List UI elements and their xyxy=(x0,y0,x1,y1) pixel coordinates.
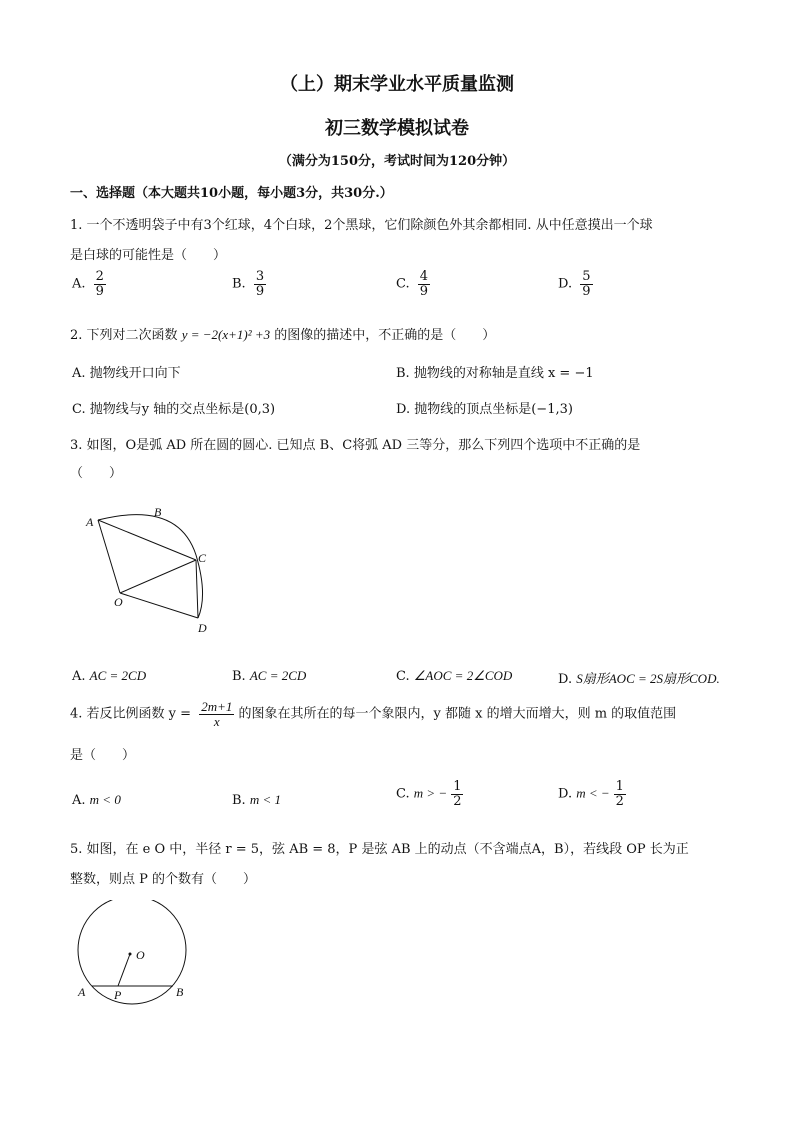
q2-option-a: A. 抛物线开口向下 xyxy=(72,366,181,381)
q5-text-line1: 5. 如图，在 e O 中，半径 r = 5，弦 AB = 8，P 是弦 AB 上的动点（不含端点A，B），若线段 OP 长为正 xyxy=(70,842,689,857)
q3-sector-figure xyxy=(78,500,228,640)
q4-option-d: D. m < − $\frac{1}{2}$ xyxy=(558,779,624,809)
q1-option-a xyxy=(72,270,106,298)
segment-op xyxy=(118,954,130,986)
q4-option-a: A. m < 0 xyxy=(72,792,121,808)
q1-option-c xyxy=(396,270,430,298)
option-letter: B. xyxy=(232,276,246,292)
segment-oc xyxy=(120,560,196,593)
fraction: $\frac{1}{2}$ xyxy=(615,779,624,809)
fraction: $\frac{3}{9}$ xyxy=(255,269,265,299)
q4-text-line1 xyxy=(70,700,676,728)
point-o xyxy=(129,953,132,956)
q2-option-b: B. 抛物线的对称轴是直线 x = −1 xyxy=(396,366,594,381)
q3-option-c: C. ∠AOC = 2∠COD xyxy=(396,668,513,684)
q2-prefix: 2. 下列对二次函数 xyxy=(70,328,178,343)
label-o: O xyxy=(114,595,123,609)
option-letter: A. xyxy=(72,276,86,292)
section-heading: 一、选择题（本大题共10小题，每小题3分，共30分.） xyxy=(70,186,393,201)
q3-text-line2: （ ） xyxy=(70,466,123,481)
q4-suffix: 的图象在其所在的每一个象限内，y 都随 x 的增大而增大，则 m 的取值范围 xyxy=(238,706,677,722)
q5-text-line2: 整数，则点 P 的个数有（ ） xyxy=(70,872,257,887)
q3-option-d: D. S扇形AOC = 2S扇形COD. xyxy=(558,671,720,687)
fraction: $\frac{4}{9}$ xyxy=(419,269,429,299)
q1-option-b xyxy=(232,270,266,298)
label-o: O xyxy=(136,948,145,962)
q2-text xyxy=(70,324,495,343)
label-d: D xyxy=(198,621,207,635)
q4-option-c: C. m > − $\frac{1}{2}$ xyxy=(396,779,462,809)
label-b: B xyxy=(154,505,162,519)
q2-formula: y = −2(x+1)² +3 xyxy=(181,327,271,342)
exam-info: （满分为150分，考试时间为120分钟） xyxy=(278,154,516,169)
fraction: $\frac{5}{9}$ xyxy=(582,269,591,299)
label-p: P xyxy=(114,988,122,1002)
segment-ac xyxy=(98,520,196,560)
label-b: B xyxy=(176,985,184,999)
option-letter: D. xyxy=(558,276,573,292)
circle-o xyxy=(78,900,186,1004)
q2-suffix: 的图像的描述中，不正确的是（ ） xyxy=(274,328,496,343)
q1-text-line2: 是白球的可能性是（ ） xyxy=(70,248,227,263)
q2-option-c: C. 抛物线与y 轴的交点坐标是(0,3) xyxy=(72,402,276,417)
exam-title: （上）期末学业水平质量监测 xyxy=(280,74,514,95)
q4-fraction: $\frac{2m+1}{x}$ xyxy=(201,699,233,729)
exam-subtitle-title: 初三数学模拟试卷 xyxy=(325,118,469,139)
q1-option-d xyxy=(558,270,593,298)
q2-option-d: D. 抛物线的顶点坐标是(−1,3) xyxy=(396,402,573,417)
q3-option-a: A. AC = 2CD xyxy=(72,668,147,684)
q3-option-b: B. AC = 2CD xyxy=(232,668,307,684)
segment-cd xyxy=(196,560,198,618)
label-c: C xyxy=(198,551,207,565)
segment-od xyxy=(120,593,198,618)
segment-oa xyxy=(98,520,120,593)
q4-option-b: B. m < 1 xyxy=(232,792,281,808)
q5-circle-figure xyxy=(70,900,200,1010)
fraction: $\frac{1}{2}$ xyxy=(453,779,462,809)
label-a: A xyxy=(78,985,86,999)
option-letter: C. xyxy=(396,276,410,292)
q4-prefix: 4. 若反比例函数 y = xyxy=(70,706,192,722)
fraction: $\frac{2}{9}$ xyxy=(95,269,104,299)
q3-text-line1: 3. 如图，O是弧 AD 所在圆的圆心. 已知点 B、C将弧 AD 三等分，那么下列四个选项中不正确的是 xyxy=(70,438,641,453)
label-a: A xyxy=(86,515,94,529)
q1-text-line1: 1. 一个不透明袋子中有3个红球，4个白球，2个黑球，它们除颜色外其余都相同. 从中任意摸出一个球 xyxy=(70,218,653,233)
q4-text-line2: 是（ ） xyxy=(70,748,136,763)
